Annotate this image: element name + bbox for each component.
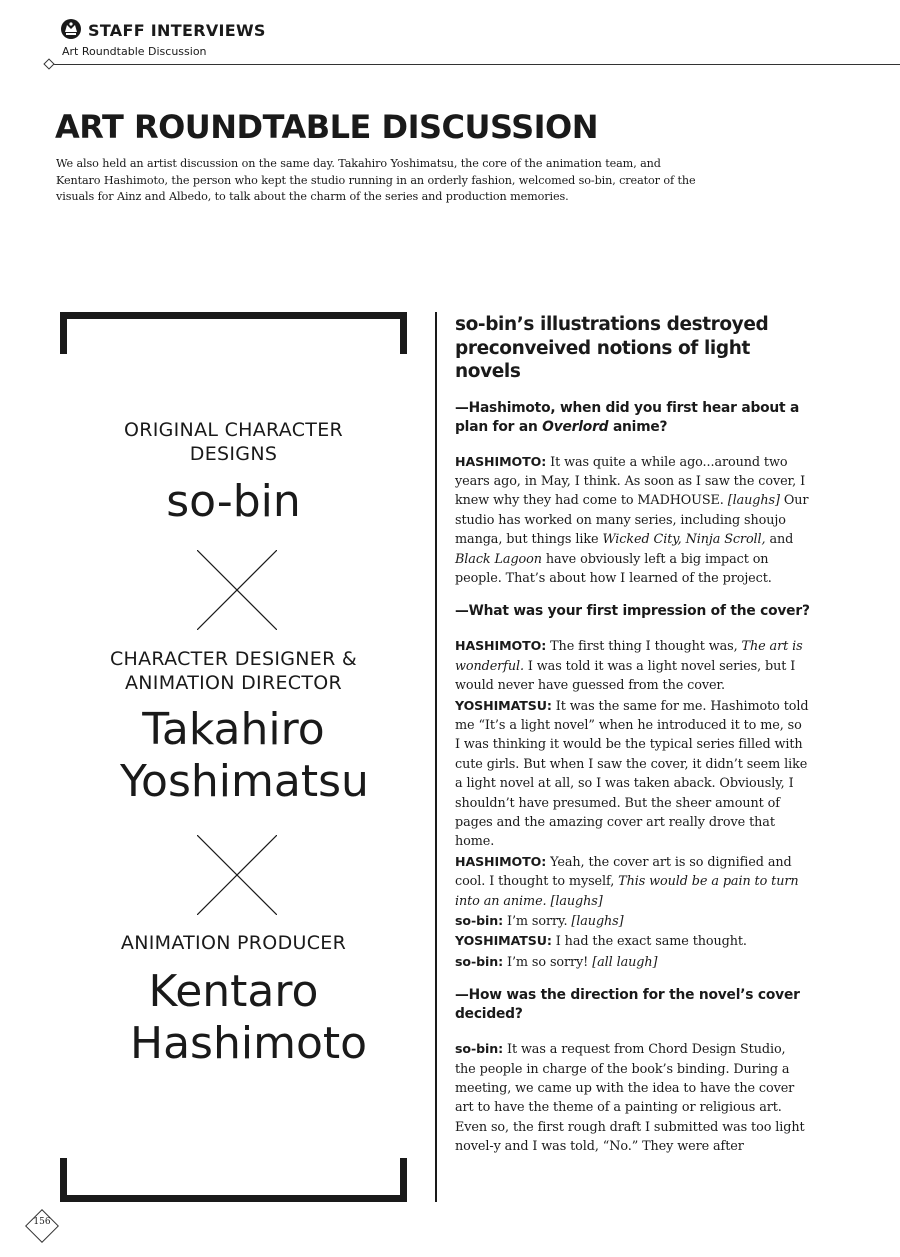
- answer-paragraph: so-bin: It was a request from Chord Design Studio, the people in charge of the book’s binding. During a meeting, we came up with the idea to have the cover art to have the theme of a painting or religious art. Even so, the first rough draft I submitted was too light novel-y and I was told, “No.” They were after: [455, 1041, 805, 1155]
- speaker-label: YOSHIMATSU:: [455, 697, 552, 713]
- credit-name: so-bin: [166, 476, 301, 527]
- credits-panel: [60, 0, 407, 1257]
- credit-role: CHARACTER DESIGNER & ANIMATION DIRECTOR: [109, 648, 358, 694]
- credit-role: ANIMATION PRODUCER: [120, 932, 347, 954]
- page-title: ART ROUNDTABLE DISCUSSION: [55, 108, 599, 146]
- answer-paragraph: HASHIMOTO: Yeah, the cover art is so dignified and cool. I thought to myself, This would be a pain to turn into an anime. [laughs]: [455, 853, 799, 909]
- speaker-label: so-bin:: [455, 953, 504, 969]
- answer-paragraph: so-bin: I’m sorry. [laughs]: [455, 913, 624, 930]
- credit-role: ORIGINAL CHARACTER DESIGNS: [123, 419, 344, 465]
- header-diamond-icon: [43, 58, 54, 69]
- speaker-label: HASHIMOTO:: [455, 853, 547, 869]
- answer-paragraph: so-bin: I’m so sorry! [all laugh]: [455, 953, 658, 970]
- speaker-label: so-bin:: [455, 1041, 504, 1057]
- speaker-label: HASHIMOTO:: [455, 453, 547, 469]
- question: —How was the direction for the novel’s cover decided?: [455, 987, 800, 1023]
- speaker-label: HASHIMOTO:: [455, 638, 547, 654]
- answer-paragraph: HASHIMOTO: It was quite a while ago...around two years ago, in May, I think. As soon as I saw the cover, I knew why they had come to MADHOUSE. [laughs] Our studio has worked on many series, including shoujo manga, but things like Wicked City, Ninja Scroll, and Black Lagoon have obviously left a big impact on people. That’s about how I learned of the project.: [455, 453, 809, 586]
- page-number: 156: [33, 1217, 51, 1227]
- answer-paragraph: YOSHIMATSU: I had the exact same thought.: [455, 933, 747, 950]
- cross-x-icon: [197, 550, 277, 630]
- question: —Hashimoto, when did you first hear about a plan for an Overlord anime?: [455, 399, 800, 435]
- page-number-badge: [24, 1208, 60, 1244]
- speaker-label: YOSHIMATSU:: [455, 933, 552, 949]
- intro-paragraph: We also held an artist discussion on the same day. Takahiro Yoshimatsu, the core of the animation team, and Kentaro Hashimoto, the person who kept the studio running in an orderly fashion, welcomed so-bin, creator of the visuals for Ainz and Albedo, to talk about the charm of the series and production memories.: [56, 157, 696, 203]
- column-divider: [435, 312, 437, 1202]
- bracket-bottom: [60, 1158, 407, 1202]
- answer-paragraph: YOSHIMATSU: It was the same for me. Hashimoto told me “It’s a light novel” when he introduced it to me, so I was thinking it would be the typical series filled with cute girls. But when I saw the cover, it didn’t seem like a light novel at all, so I was taken aback. Obviously, I shouldn’t have presumed. But the sheer amount of pages and the amazing cover art really drove that home.: [455, 697, 809, 850]
- credit-name: Kentaro Hashimoto: [130, 966, 368, 1069]
- question: —What was your first impression of the cover?: [455, 603, 810, 620]
- article-heading: so-bin’s illustrations destroyed preconveived notions of light novels: [455, 314, 769, 382]
- article-column: [455, 313, 810, 1157]
- speaker-label: so-bin:: [455, 913, 504, 929]
- subsection-title: Art Roundtable Discussion: [62, 45, 207, 58]
- section-title: STAFF INTERVIEWS: [88, 21, 266, 40]
- credit-name: Takahiro Yoshimatsu: [120, 704, 369, 807]
- cross-x-icon: [197, 835, 277, 915]
- answer-paragraph: HASHIMOTO: The first thing I thought was, The art is wonderful. I was told it was a light novel series, but I would never have guessed from the cover.: [455, 638, 803, 694]
